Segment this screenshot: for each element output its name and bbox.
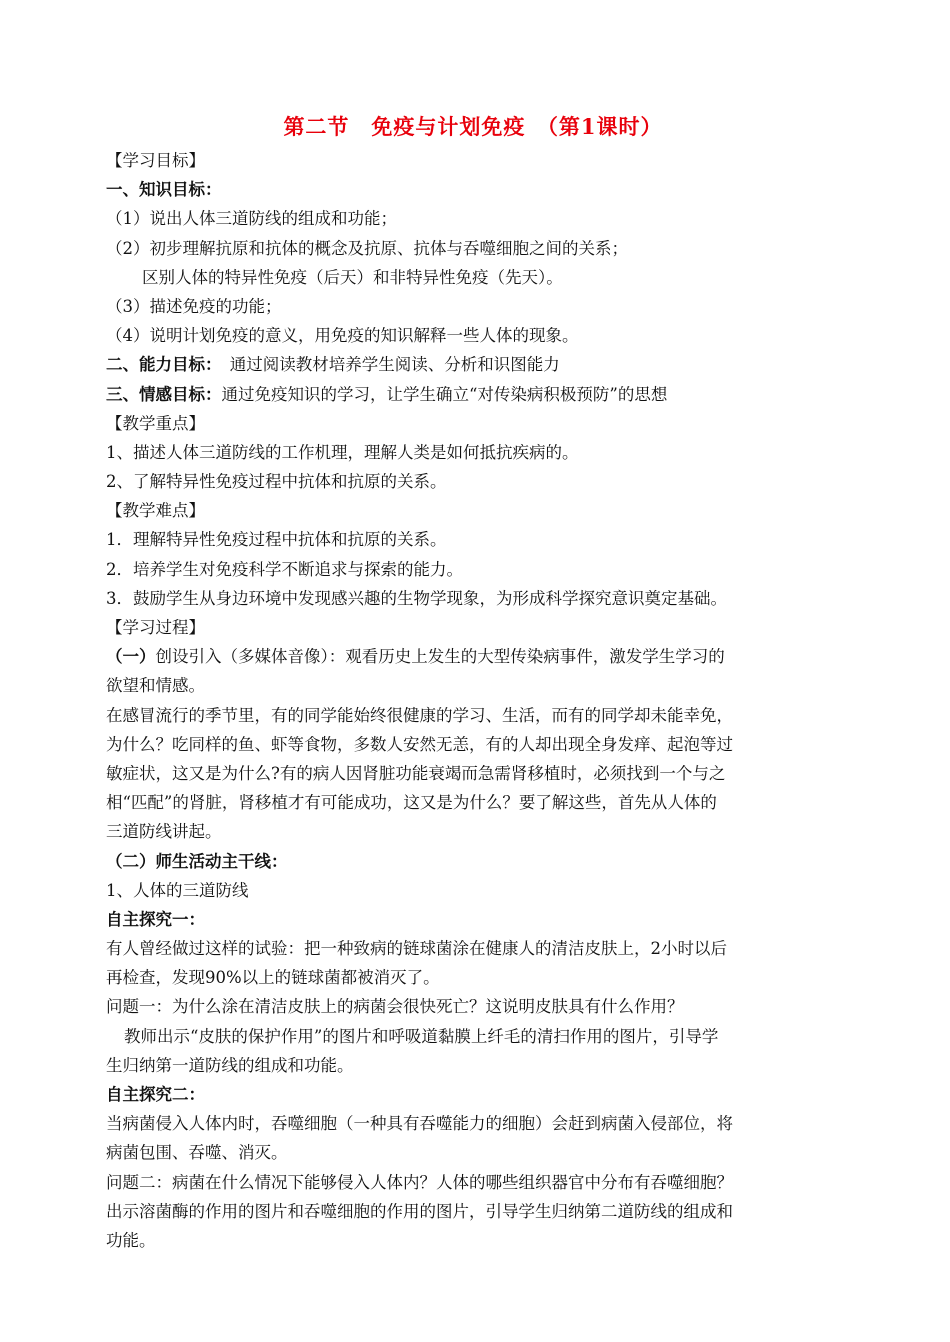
main-activity-label: （二）师生活动主干线： [106,851,288,871]
para-line-4: 相“匹配”的肾脏，肾移植才有可能成功，这又是为什么？要了解这些，首先从人体的 [106,793,717,813]
ability-text: 通过阅读教材培养学生阅读、分析和识图能力 [213,355,560,375]
explore-1-line-2: 再检查，发现90%以上的链球菌都被消灭了。 [106,968,440,988]
difficulty-1: 1．理解特异性免疫过程中抗体和抗原的关系。 [106,530,447,550]
ability-label: 二、能力目标： [106,355,214,375]
intro-label: （一） [106,647,156,667]
document-page [106,108,848,1255]
intro-text-cont: 欲望和情感。 [106,676,205,696]
key-point-1: 1、描述人体三道防线的工作机理，理解人类是如何抵抗疾病的。 [106,442,579,462]
explore-1-line-4: 教师出示“皮肤的保护作用”的图片和呼吸道黏膜上纤毛的清扫作用的图片，引导学 [124,1026,719,1046]
knowledge-item-2: （2）初步理解抗原和抗体的概念及抗原、抗体与吞噬细胞之间的关系； [106,238,628,258]
objectives-header: 【学习目标】 [106,151,205,170]
key-points-header: 【教学重点】 [106,413,205,433]
explore-2-line-5: 功能。 [106,1230,156,1250]
process-header: 【学习过程】 [106,618,205,637]
explore-2-label: 自主探究二： [106,1085,205,1104]
difficulty-2: 2．培养学生对免疫科学不断追求与探索的能力。 [106,559,463,579]
knowledge-item-2-cont: 区别人体的特异性免疫（后天）和非特异性免疫（先天）。 [142,267,563,287]
difficulty-3: 3．鼓励学生从身边环境中发现感兴趣的生物学现象，为形成科学探究意识奠定基础。 [106,588,727,608]
explore-1-label: 自主探究一： [106,909,205,929]
section-1-heading: 1、人体的三道防线 [106,880,249,900]
knowledge-item-4: （4）说明计划免疫的意义，用免疫的知识解释一些人体的现象。 [106,326,579,346]
emotion-text: 通过免疫知识的学习，让学生确立“对传染病积极预防”的思想 [221,384,668,404]
key-point-2: 2、了解特异性免疫过程中抗体和抗原的关系。 [106,472,447,492]
explore-2-line-4: 出示溶菌酶的作用的图片和吞噬细胞的作用的图片，引导学生归纳第二道防线的组成和 [106,1201,733,1221]
explore-1-line-5: 生归纳第一道防线的组成和功能。 [106,1055,354,1075]
knowledge-item-3: （3）描述免疫的功能； [106,296,282,316]
explore-2-line-2: 病菌包围、吞噬、消灭。 [106,1143,288,1163]
intro-row [106,642,848,671]
emotion-row [106,380,848,409]
intro-text: 创设引入（多媒体音像）：观看历史上发生的大型传染病事件，激发学生学习的 [155,647,725,667]
ability-row [106,350,848,379]
explore-2-line-3: 问题二：病菌在什么情况下能够侵入人体内？人体的哪些组织器官中分布有吞噬细胞？ [106,1172,733,1192]
knowledge-label: 一、知识目标： [106,180,222,200]
difficulties-header: 【教学难点】 [106,501,205,521]
para-line-3: 敏症状，这又是为什么?有的病人因肾脏功能衰竭而急需肾移植时，必须找到一个与之 [106,763,726,783]
para-line-5: 三道防线讲起。 [106,822,222,842]
explore-1-line-3: 问题一：为什么涂在清洁皮肤上的病菌会很快死亡？这说明皮肤具有什么作用？ [106,997,684,1017]
explore-1-line-1: 有人曾经做过这样的试验：把一种致病的链球菌涂在健康人的清洁皮肤上，2小时以后 [106,939,727,959]
knowledge-item-1: （1）说出人体三道防线的组成和功能； [106,209,397,229]
para-line-2: 为什么？吃同样的鱼、虾等食物，多数人安然无恙，有的人却出现全身发痒、起泡等过 [106,734,733,754]
para-line-1: 在感冒流行的季节里，有的同学能始终很健康的学习、生活，而有的同学却未能幸免， [106,705,733,725]
explore-2-line-1: 当病菌侵入人体内时，吞噬细胞（一种具有吞噬能力的细胞）会赶到病菌入侵部位，将 [106,1114,733,1134]
page-title: 第二节 免疫与计划免疫 （第1课时） [283,114,663,139]
emotion-label: 三、情感目标： [106,384,222,404]
